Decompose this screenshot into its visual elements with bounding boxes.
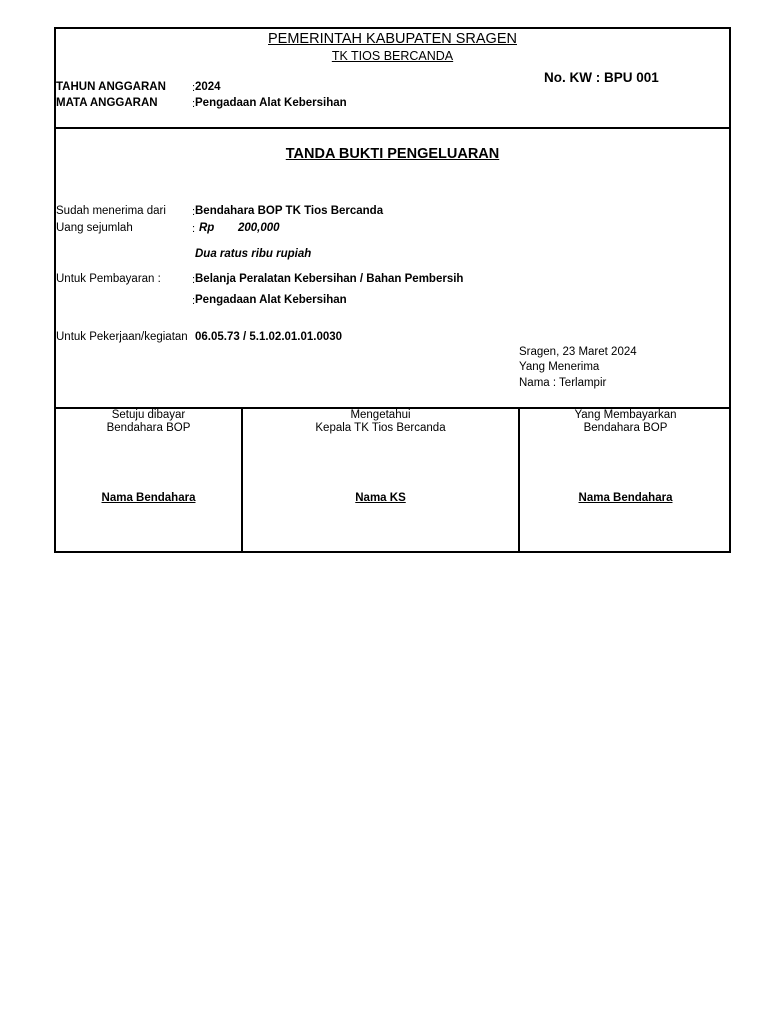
budget-item-label: MATA ANGGARAN <box>56 97 158 109</box>
signature-position: Kepala TK Tios Bercanda <box>315 422 446 434</box>
received-from-label: Sudah menerima dari <box>56 205 166 217</box>
amount-currency: Rp <box>199 222 215 234</box>
signature-block-payer <box>520 409 731 504</box>
amount-value: 200,000 <box>238 222 280 234</box>
signature-role: Setuju dibayar <box>111 409 186 421</box>
receiver-name: Nama : Terlampir <box>519 377 607 389</box>
signature-name: Nama Bendahara <box>101 492 196 504</box>
receipt-number-value: BPU 001 <box>604 70 659 85</box>
receipt-form <box>54 27 731 553</box>
signature-role: Mengetahui <box>350 409 411 421</box>
payment-line-1: Belanja Peralatan Kebersihan / Bahan Pembersih <box>195 273 464 285</box>
government-title: PEMERINTAH KABUPATEN SRAGEN <box>268 31 517 47</box>
amount-label: Uang sejumlah <box>56 222 133 234</box>
document-title: TANDA BUKTI PENGELUARAN <box>285 146 500 162</box>
signature-block-treasurer-approve <box>56 409 241 504</box>
signature-position: Bendahara BOP <box>106 422 191 434</box>
payment-colon-2: : <box>192 295 196 307</box>
signature-name: Nama KS <box>355 492 406 504</box>
budget-year-label: TAHUN ANGGARAN <box>56 81 166 93</box>
budget-item-colon: : <box>192 98 196 110</box>
budget-item-value: Pengadaan Alat Kebersihan <box>195 97 347 109</box>
payment-label: Untuk Pembayaran : <box>56 273 161 285</box>
received-from-value: Bendahara BOP TK Tios Bercanda <box>195 205 384 217</box>
signature-block-headmaster <box>243 409 518 504</box>
activity-value: 06.05.73 / 5.1.02.01.01.0030 <box>195 331 343 343</box>
school-title: TK TIOS BERCANDA <box>331 49 454 63</box>
receipt-number-label: No. KW : <box>544 70 601 85</box>
signature-name: Nama Bendahara <box>578 492 673 504</box>
payment-line-2: Pengadaan Alat Kebersihan <box>195 294 347 306</box>
receiver-label: Yang Menerima <box>519 361 600 373</box>
receipt-number <box>544 70 659 85</box>
signature-role: Yang Membayarkan <box>574 409 677 421</box>
amount-colon: : <box>192 223 196 235</box>
budget-year-colon: : <box>192 82 196 94</box>
received-from-colon: : <box>192 206 196 218</box>
amount-in-words: Dua ratus ribu rupiah <box>195 248 312 260</box>
budget-year-value: 2024 <box>195 81 221 93</box>
signature-position: Bendahara BOP <box>583 422 668 434</box>
place-date: Sragen, 23 Maret 2024 <box>519 346 637 358</box>
payment-colon: : <box>192 274 196 286</box>
activity-label: Untuk Pekerjaan/kegiatan <box>56 331 188 343</box>
header-divider <box>56 127 729 129</box>
